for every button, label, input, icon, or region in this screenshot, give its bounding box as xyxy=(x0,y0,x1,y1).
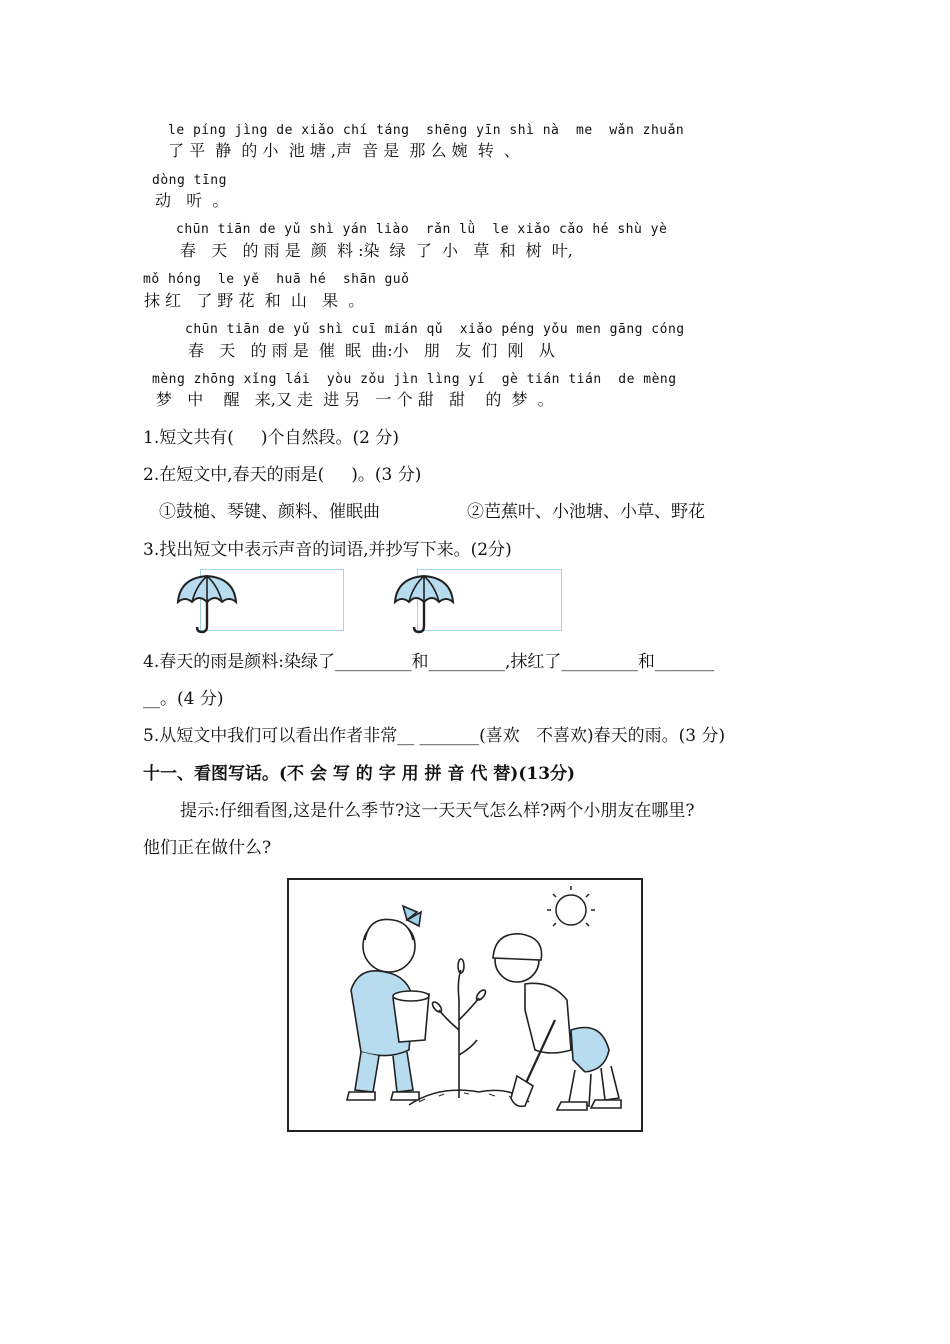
pinyin-line: chūn tiān de yǔ shì yán liào rǎn lǜ le xiǎo cǎo hé shù yè xyxy=(176,222,668,237)
girl-figure xyxy=(347,906,429,1100)
illustration-planting-tree xyxy=(287,878,643,1132)
boy-figure xyxy=(493,934,621,1110)
question-5: 5.从短文中我们可以看出作者非常__ _______(喜欢 不喜欢)春天的雨。(3 分) xyxy=(143,726,726,746)
sun-icon xyxy=(547,886,595,926)
question-1: 1.短文共有( )个自然段。(2 分) xyxy=(143,428,399,448)
question-3: 3.找出短文中表示声音的词语,并抄写下来。(2分) xyxy=(143,540,512,560)
section-11-hint-line-2: 他们正在做什么? xyxy=(143,838,272,858)
pinyin-line: chūn tiān de yǔ shì cuī mián qǔ xiǎo péng yǒu men gāng cóng xyxy=(185,322,685,337)
question-2: 2.在短文中,春天的雨是( )。(3 分) xyxy=(143,465,422,485)
pinyin-line: le píng jìng de xiǎo chí táng shēng yīn shì nà me wǎn zhuǎn xyxy=(168,123,685,138)
umbrella-icon xyxy=(174,572,240,634)
planting-scene-image xyxy=(289,880,641,1130)
hanzi-line: 了 平 静 的 小 池 塘 ,声 音 是 那 么 婉 转 、 xyxy=(168,141,520,160)
hanzi-line: 春 天 的 雨 是 催 眠 曲:小 朋 友 们 刚 从 xyxy=(188,341,555,360)
hanzi-line: 梦 中 醒 来,又 走 进 另 一 个 甜 甜 的 梦 。 xyxy=(156,390,554,409)
question-4-line-1: 4.春天的雨是颜料:染绿了_________和_________,抹红了_________和_______ xyxy=(143,652,715,672)
pinyin-line: dòng tīng xyxy=(152,173,227,188)
pinyin-line: mǒ hóng le yě huā hé shān guǒ xyxy=(143,272,410,287)
question-2-option-2: ②芭蕉叶、小池塘、小草、野花 xyxy=(467,502,705,522)
hanzi-line: 抹 红 了 野 花 和 山 果 。 xyxy=(144,291,365,310)
question-4-line-2: __。(4 分) xyxy=(143,689,224,709)
question-2-option-1: ①鼓槌、琴键、颜料、催眠曲 xyxy=(159,502,380,522)
hanzi-line: 春 天 的 雨 是 颜 料 :染 绿 了 小 草 和 树 叶, xyxy=(180,241,573,260)
pinyin-line: mèng zhōng xǐng lái yòu zǒu jìn lìng yí gè tián tián de mèng xyxy=(152,372,677,387)
umbrella-icon xyxy=(391,572,457,634)
section-11-title: 十一、看图写话。(不 会 写 的 字 用 拼 音 代 替)(13分) xyxy=(143,764,576,784)
sapling-icon xyxy=(431,959,487,1098)
hanzi-line: 动 听 。 xyxy=(155,191,229,210)
section-11-hint-line-1: 提示:仔细看图,这是什么季节?这一天天气怎么样?两个小朋友在哪里? xyxy=(180,801,695,821)
